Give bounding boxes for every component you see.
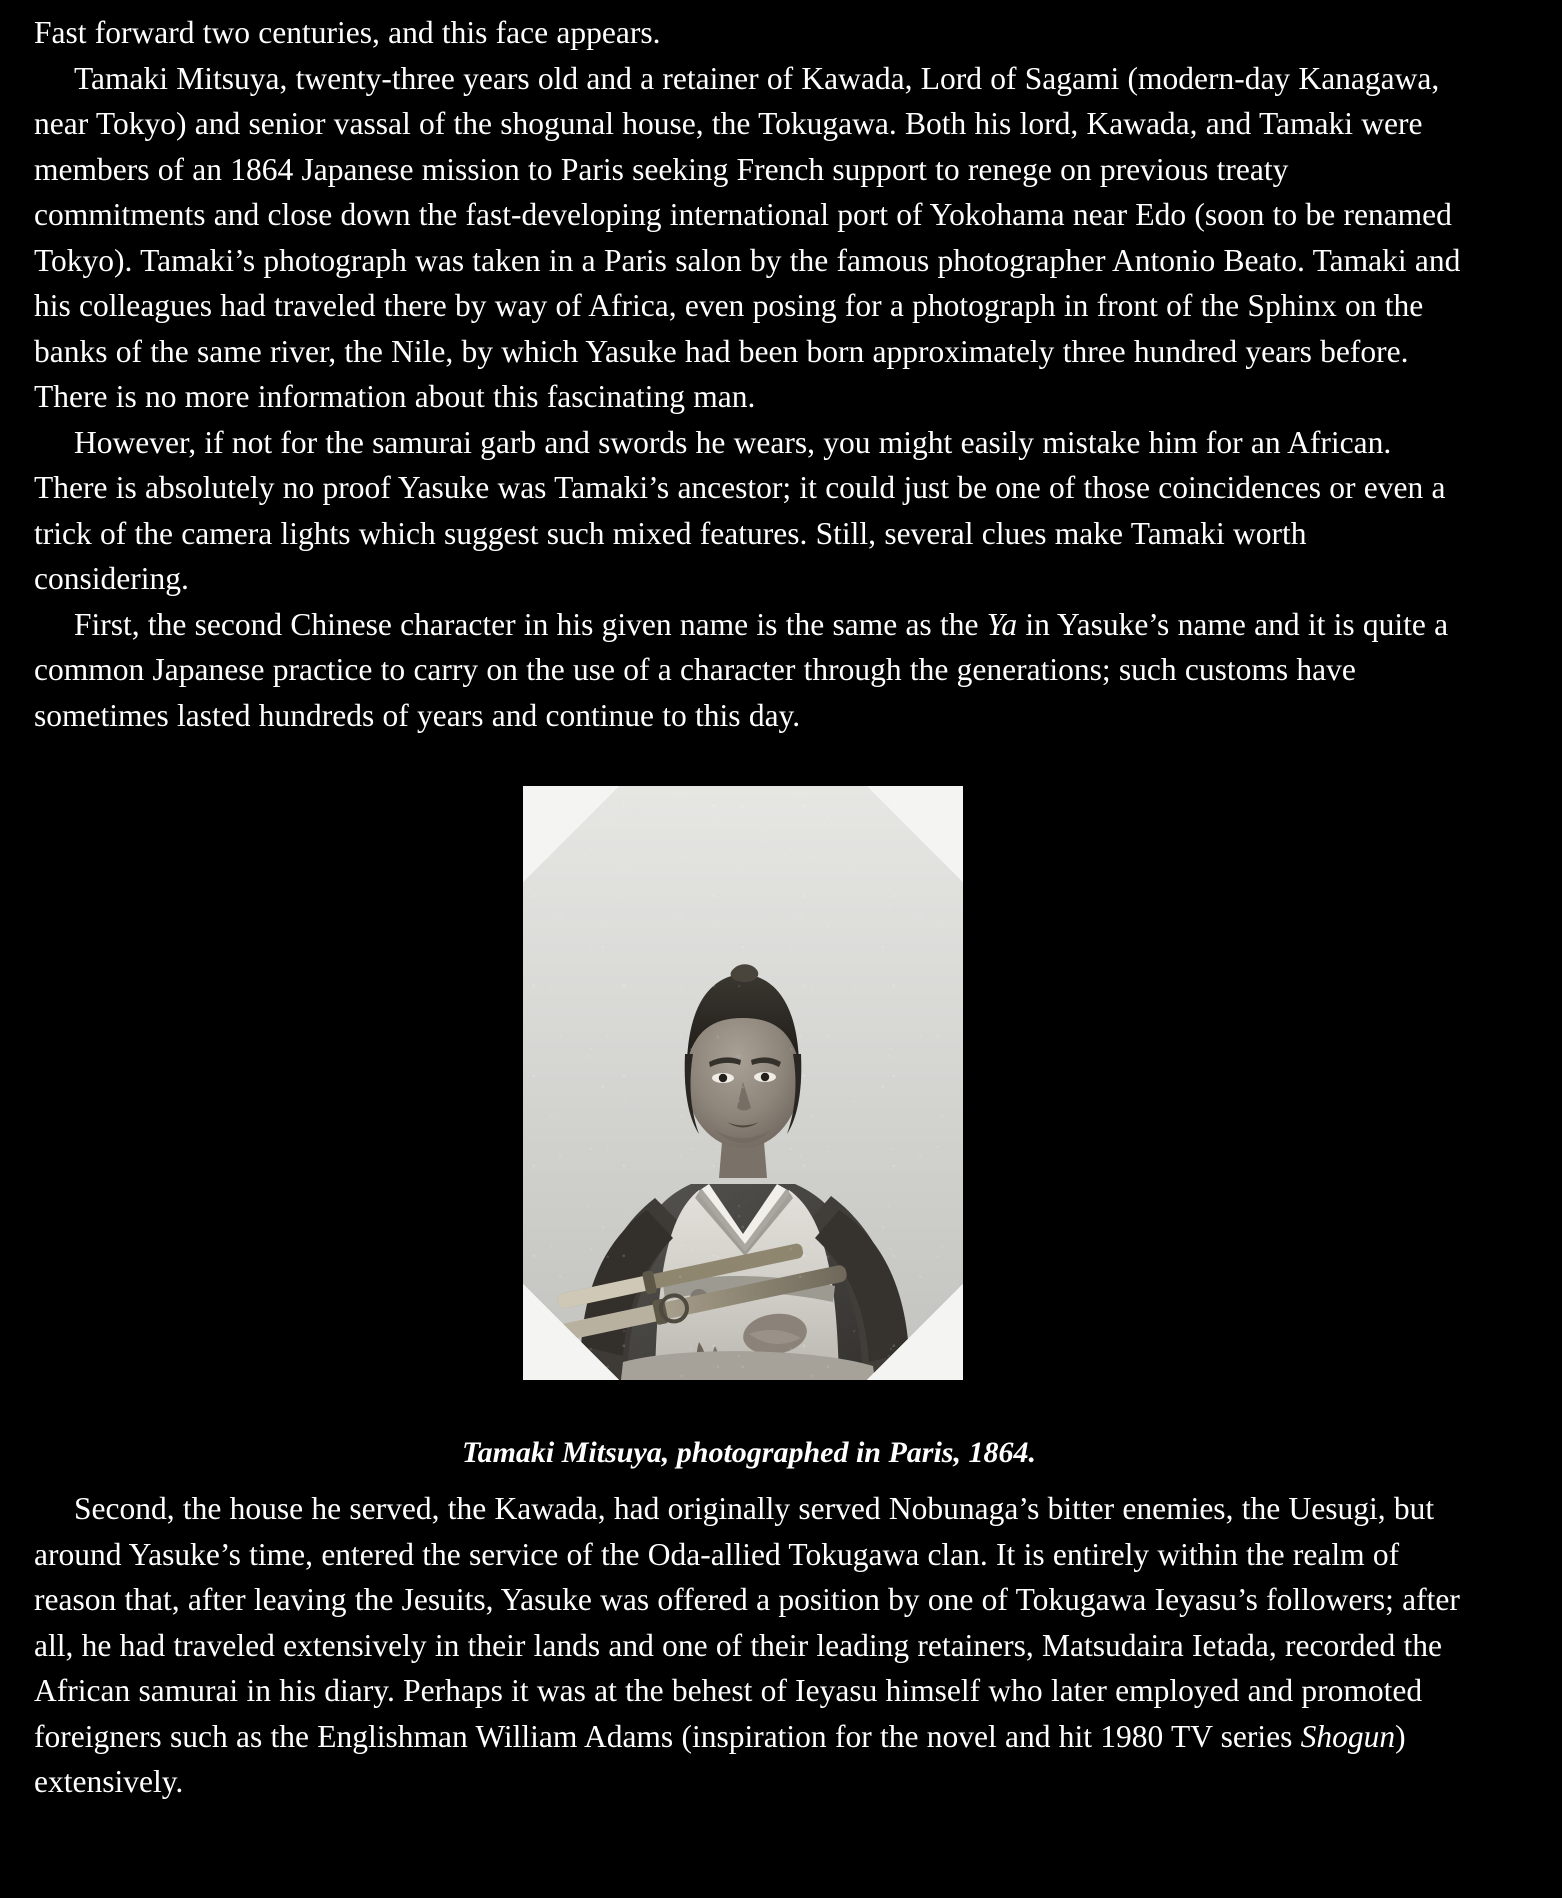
paragraph-first-clue-before: First, the second Chinese character in his given name is the same as the [74, 606, 987, 642]
text-column-after-figure [34, 1486, 1464, 1805]
paragraph-opening: Fast forward two centuries, and this face appears. [34, 15, 661, 50]
paragraph-first-clue [34, 602, 1464, 739]
photograph-image [523, 786, 963, 1380]
paragraph-second-clue-after: ) extensively. [34, 1718, 1406, 1799]
paragraph-second-clue [34, 1486, 1464, 1805]
paragraph-first-clue-after: in Yasuke’s name and it is quite a common Japanese practice to carry on the use of a character through the generations; such customs have sometimes lasted hundreds of years and continue to this day. [34, 606, 1449, 733]
paragraph-second-clue-before: Second, the house he served, the Kawada, had originally served Nobunaga’s bitter enemies, the Uesugi, but around Yasuke’s time, entered the service of the Oda-allied Tokugawa clan. It is entirely within the realm of reason that, after leaving the Jesuits, Yasuke was offered a position by one of Tokugawa Ieyasu’s followers; after all, he had traveled extensively in their lands and one of their leading retainers, Matsudaira Ietada, recorded the African samurai in his diary. Perhaps it was at the behest of Ieyasu himself who later employed and promoted foreigners such as the Englishman William Adams (inspiration for the novel and hit 1980 TV series [34, 1491, 1460, 1754]
text-column [34, 10, 1464, 738]
paragraph-however: However, if not for the samurai garb and swords he wears, you might easily mistake him for an African. There is absolutely no proof Yasuke was Tamaki’s ancestor; it could just be one of those coincidences or even a trick of the camera lights which suggest such mixed features. Still, several clues make Tamaki worth considering. [34, 424, 1446, 596]
italic-title-shogun: Shogun [1300, 1718, 1396, 1754]
figure-tamaki-photograph [0, 786, 1562, 1469]
italic-term-ya: Ya [986, 606, 1018, 642]
portrait-illustration [523, 786, 963, 1380]
figure-caption: Tamaki Mitsuya, photographed in Paris, 1864. [462, 1436, 1036, 1469]
paragraph-tamaki-mitsuya: Tamaki Mitsuya, twenty-three years old and a retainer of Kawada, Lord of Sagami (modern-day Kanagawa, near Tokyo) and senior vassal of the shogunal house, the Tokugawa. Both his lord, Kawada, and Tamaki were members of an 1864 Japanese mission to Paris seeking French support to renege on previous treaty commitments and close down the fast-developing international port of Yokohama near Edo (soon to be renamed Tokyo). Tamaki’s photograph was taken in a Paris salon by the famous photographer Antonio Beato. Tamaki and his colleagues had traveled there by way of Africa, even posing for a photograph in front of the Sphinx on the banks of the same river, the Nile, by which Yasuke had been born approximately three hundred years before. There is no more information about this fascinating man. [34, 60, 1461, 414]
